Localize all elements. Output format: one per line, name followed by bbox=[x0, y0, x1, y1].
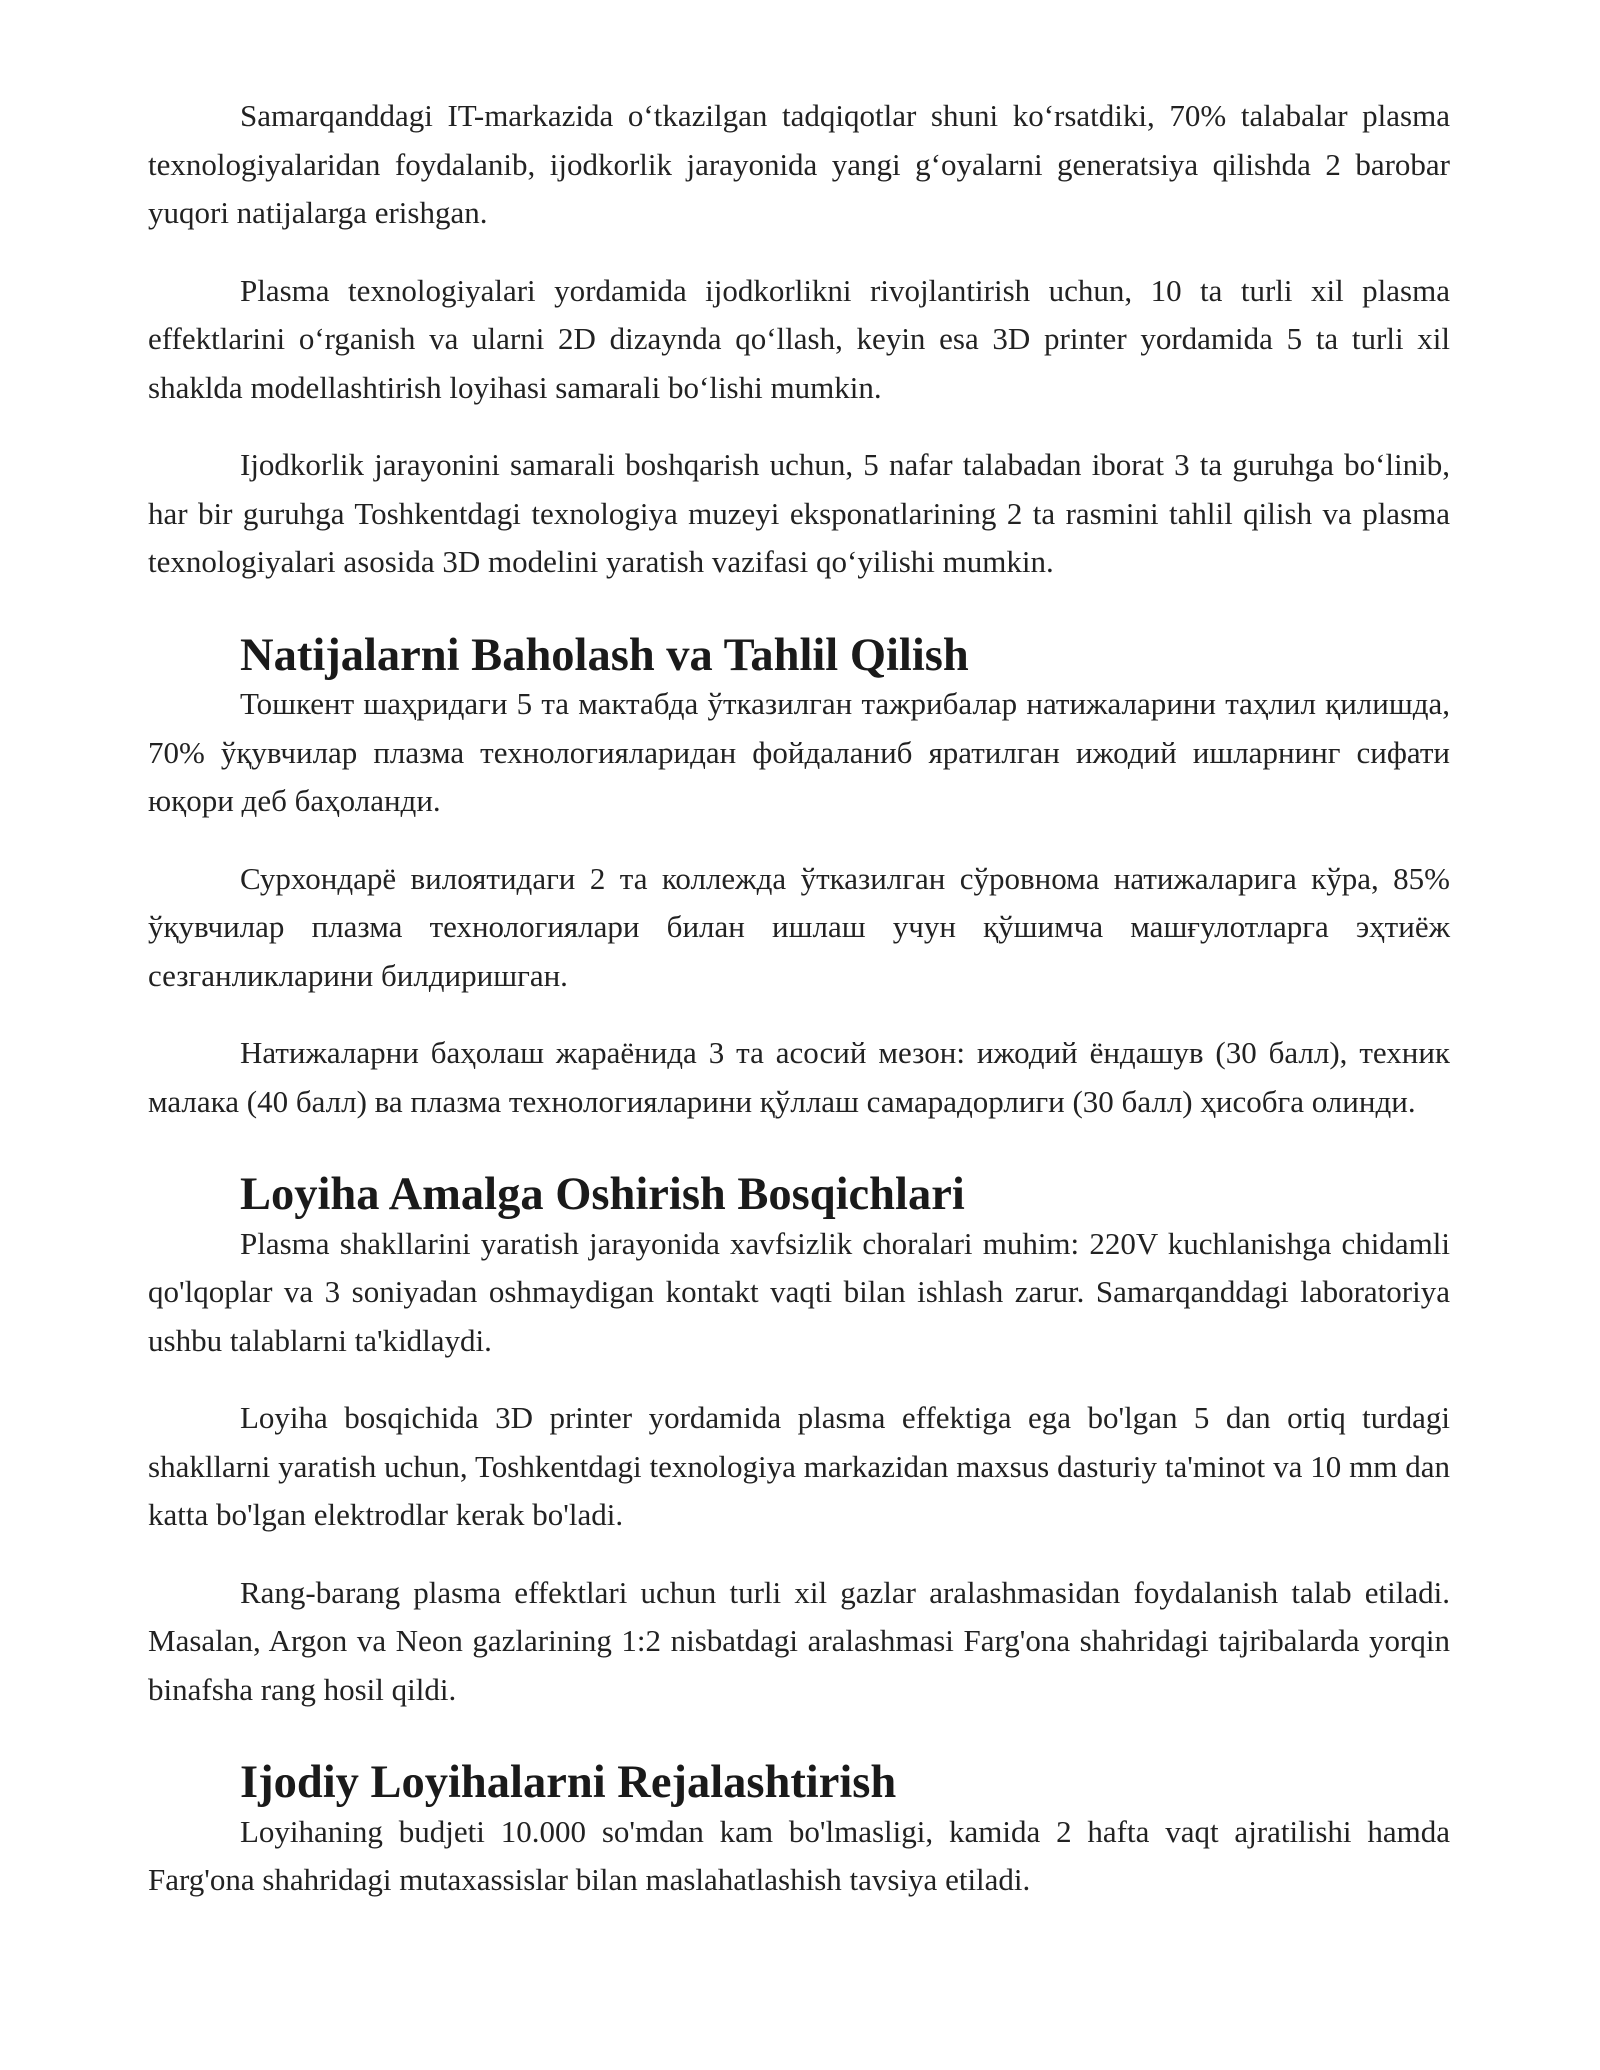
section-paragraph: Тошкент шаҳридаги 5 та мактабда ўтказилган тажрибалар натижаларини таҳлил қилишда, 70% ўқувчилар плазма технологияларидан фойдаланиб яратилган ижодий ишларнинг сифати юқори деб баҳоланди. bbox=[148, 686, 1450, 818]
section-project-stages bbox=[148, 1171, 1450, 1714]
section-paragraph: Rang-barang plasma effektlari uchun turli xil gazlar aralashmasidan foydalanish talab etiladi. Masalan, Argon va Neon gazlarining 1:2 nisbatdagi aralashmasi Farg'ona shahridagi tajribalarda yorqin binafsha rang hosil qildi. bbox=[148, 1574, 1450, 1707]
section-heading: Loyiha Amalga Oshirish Bosqichlari bbox=[240, 1169, 965, 1220]
section-heading: Ijodiy Loyihalarni Rejalashtirish bbox=[240, 1757, 897, 1808]
section-paragraph: Loyiha bosqichida 3D printer yordamida plasma effektiga ega bo'lgan 5 dan ortiq turdagi shakllarni yaratish uchun, Toshkentdagi texnologiya markazidan maxsus dasturiy ta'minot va 10 mm dan katta bo'lgan elektrodlar kerak bo'ladi. bbox=[148, 1400, 1450, 1532]
section-heading: Natijalarni Baholash va Tahlil Qilish bbox=[240, 629, 969, 681]
section-paragraph: Сурхондарё вилоятидаги 2 та коллежда ўтказилган сўровнома натижаларига кўра, 85% ўқувчилар плазма технологиялари билан ишлаш учун қўшимча машғулотларга эҳтиёж сезганликларини билдиришган. bbox=[148, 860, 1450, 993]
section-paragraph: Loyihaning budjeti 10.000 so'mdan kam bo'lmasligi, kamida 2 hafta vaqt ajratilishi hamda Farg'ona shahridagi mutaxassislar bilan maslahatlashish tavsiya etiladi. bbox=[148, 1813, 1450, 1897]
intro-paragraph: Ijodkorlik jarayonini samarali boshqarish uchun, 5 nafar talabadan iborat 3 ta guruhga bo‘linib, har bir guruhga Toshkentdagi texnologiya muzeyi eksponatlarining 2 ta rasmini tahlil qilish va plasma texnologiyalari asosida 3D modelini yaratish vazifasi qo‘yilishi mumkin. bbox=[148, 447, 1450, 579]
intro-paragraph: Samarqanddagi IT-markazida o‘tkazilgan tadqiqotlar shuni ko‘rsatdiki, 70% talabalar plasma texnologiyalaridan foydalanib, ijodkorlik jarayonida yangi g‘oyalarni generatsiya qilishda 2 barobar yuqori natijalarga erishgan. bbox=[148, 98, 1450, 230]
section-results-evaluation bbox=[148, 629, 1450, 1127]
section-project-planning bbox=[148, 1759, 1450, 1905]
section-paragraph: Plasma shakllarini yaratish jarayonida xavfsizlik choralari muhim: 220V kuchlanishga chidamli qo'lqoplar va 3 soniyadan oshmaydigan kontakt vaqti bilan ishlash zarur. Samarqanddagi laboratoriya ushbu talablarni ta'kidlaydi. bbox=[148, 1225, 1450, 1358]
section-paragraph: Натижаларни баҳолаш жараёнида 3 та асосий мезон: ижодий ёндашув (30 балл), техник малака (40 балл) ва плазма технологияларини қўллаш самарадорлиги (30 балл) ҳисобга олинди. bbox=[148, 1035, 1450, 1119]
intro-paragraph: Plasma texnologiyalari yordamida ijodkorlikni rivojlantirish uchun, 10 ta turli xil plasma effektlarini o‘rganish va ularni 2D dizaynda qo‘llash, keyin esa 3D printer yordamida 5 ta turli xil shaklda modellashtirish loyihasi samarali bo‘lishi mumkin. bbox=[148, 272, 1450, 405]
document-page bbox=[148, 92, 1450, 1934]
